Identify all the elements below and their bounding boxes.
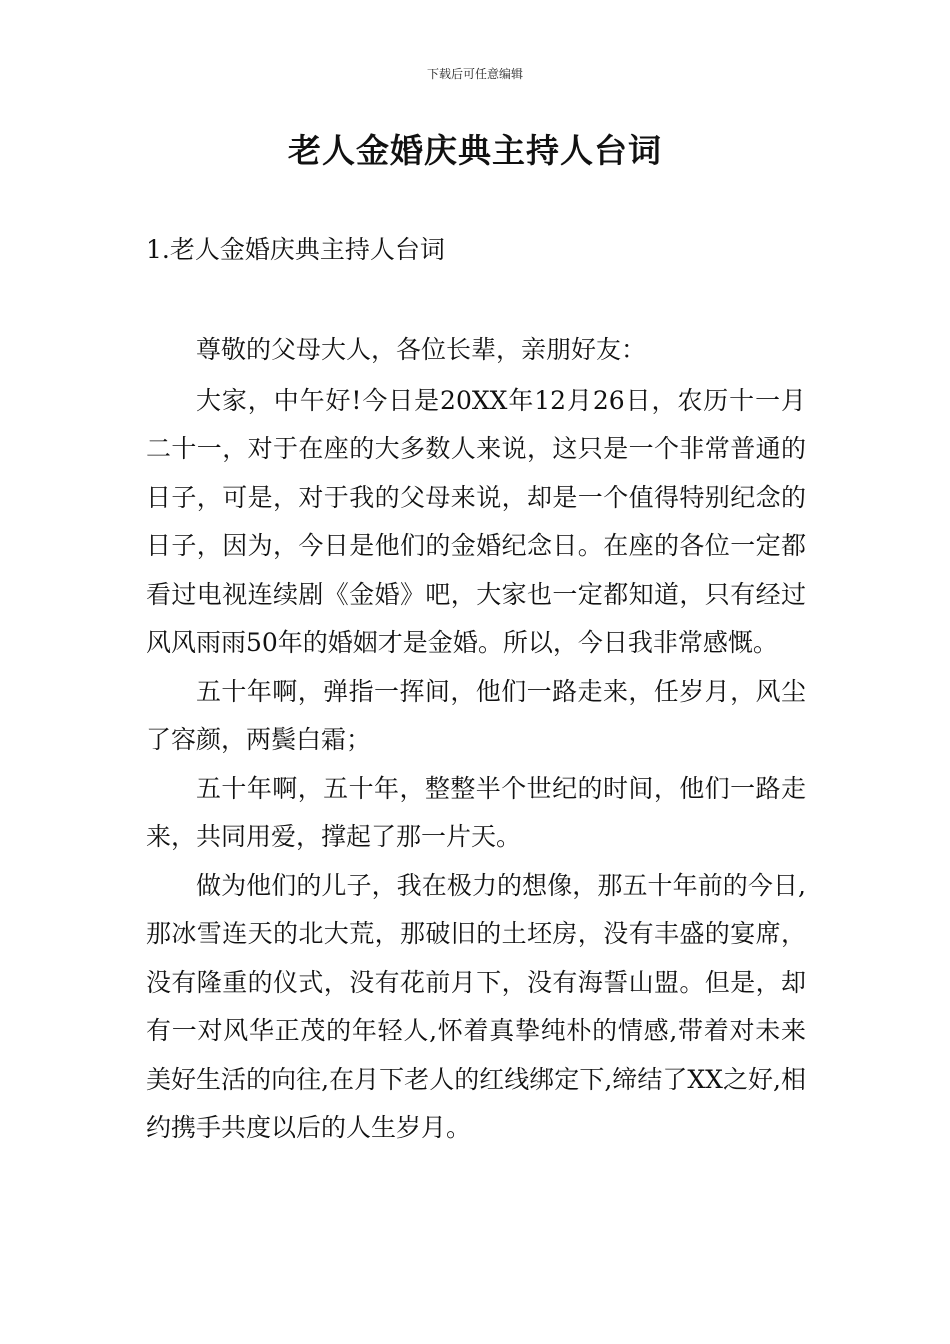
body-paragraph: 五十年啊，五十年，整整半个世纪的时间，他们一路走来，共同用爱，撑起了那一片天。	[146, 773, 806, 851]
document-body	[146, 326, 806, 1153]
body-paragraph: 五十年啊，弹指一挥间，他们一路走来，任岁月，风尘了容颜，两鬓白霜；	[146, 676, 806, 754]
section-heading: 1.老人金婚庆典主持人台词	[146, 235, 445, 264]
document-title: 老人金婚庆典主持人台词	[288, 131, 662, 170]
header-note: 下载后可任意编辑	[426, 67, 523, 81]
body-paragraph: 大家，中午好!今日是20XX年12月26日，农历十一月二十一，对于在座的大多数人来说，这只是一个非常普通的日子，可是，对于我的父母来说，却是一个值得特别纪念的日子，因为，今日是他们的金婚纪念日。在座的各位一定都看过电视连续剧《金婚》吧，大家也一定都知道，只有经过风风雨雨50年的婚姻才是金婚。所以，今日我非常感慨。	[146, 385, 806, 657]
body-paragraph: 做为他们的儿子，我在极力的想像，那五十年前的今日,那冰雪连天的北大荒，那破旧的土坯房，没有丰盛的宴席，没有隆重的仪式，没有花前月下，没有海誓山盟。但是，却有一对风华正茂的年轻人,怀着真挚纯朴的情感,带着对未来美好生活的向往,在月下老人的红线绑定下,缔结了XX之好,相约携手共度以后的人生岁月。	[146, 870, 806, 1142]
greeting-paragraph: 尊敬的父母大人，各位长辈，亲朋好友：	[196, 335, 647, 364]
